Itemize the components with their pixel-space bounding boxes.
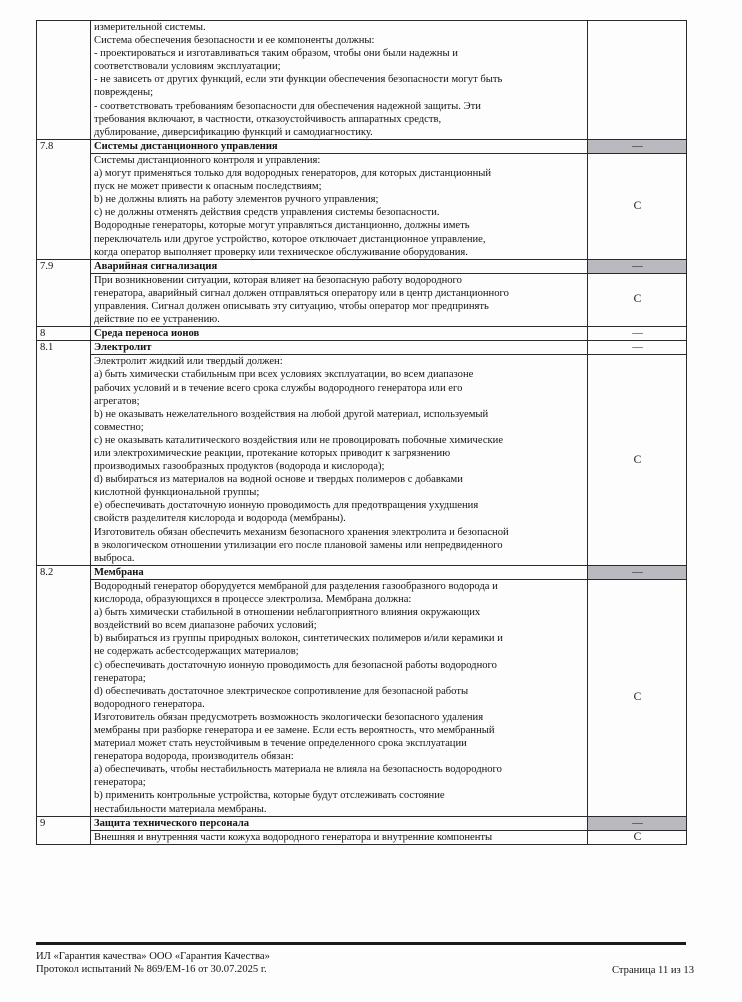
requirements-table bbox=[36, 20, 687, 845]
body-line: Системы дистанционного контроля и управления: bbox=[94, 154, 321, 166]
body-line: b) не должны влиять на работу элементов ручного управления; bbox=[94, 194, 379, 206]
body-line: Система обеспечения безопасности и ее компоненты должны: bbox=[94, 35, 375, 47]
body-line: соответствовали условиям эксплуатации; bbox=[94, 61, 281, 73]
result-mark: C bbox=[588, 355, 687, 566]
body-line: Изготовитель обязан обеспечить механизм безопасного хранения электролита и безопасной bbox=[94, 526, 509, 538]
result-mark: C bbox=[588, 579, 687, 816]
result-mark bbox=[588, 21, 687, 140]
body-line: не содержать асбестсодержащих материалов; bbox=[94, 646, 299, 658]
body-line: d) выбираться из материалов на водной основе и твердых полимеров с добавками bbox=[94, 474, 463, 486]
body-line: материал может стать неустойчивым в течение определенного срока эксплуатации bbox=[94, 738, 467, 750]
section-body-row bbox=[37, 830, 687, 844]
section-body bbox=[91, 579, 588, 816]
body-line: требования включают, в частности, отказоустойчивость аппаратных средств, bbox=[94, 113, 442, 125]
body-line: b) применить контрольные устройства, которые будут отслеживать состояние bbox=[94, 790, 445, 802]
body-line: переключатель или другое устройство, которое отключает дистанционное управление, bbox=[94, 233, 486, 245]
section-body-row bbox=[37, 21, 687, 140]
body-line: нестабильности материала мембраны. bbox=[94, 803, 267, 815]
body-line: агрегатов; bbox=[94, 395, 140, 407]
section-body-row bbox=[37, 579, 687, 816]
section-body bbox=[91, 355, 588, 566]
body-line: - не зависеть от других функций, если эти функции обеспечения безопасности могут быть bbox=[94, 74, 503, 86]
section-number bbox=[37, 21, 91, 140]
section-body-row bbox=[37, 153, 687, 259]
section-title: Аварийная сигнализация bbox=[91, 259, 588, 273]
body-line: производимых газообразных продуктов (водорода и кислорода); bbox=[94, 461, 385, 473]
body-line: c) не оказывать каталитического воздействия или не провоцировать побочные химические bbox=[94, 434, 504, 446]
body-line: - проектироваться и изготавливаться таким образом, чтобы они были надежны и bbox=[94, 48, 458, 60]
body-line: или электрохимические реакции, протекание которых приводит к загрязнению bbox=[94, 448, 451, 459]
body-line: d) обеспечивать достаточное электрическое сопротивление для безопасной работы bbox=[94, 685, 469, 697]
body-line: действие по ее устранению. bbox=[94, 314, 220, 326]
section-body-row bbox=[37, 355, 687, 566]
body-line: измерительной системы. bbox=[94, 22, 206, 33]
body-line: Водородные генераторы, которые могут управляться дистанционно, должны иметь bbox=[94, 220, 470, 232]
body-line: Водородный генератор оборудуется мембраной для разделения газообразного водорода и bbox=[94, 580, 498, 592]
result-mark: C bbox=[588, 273, 687, 326]
body-line: генератора; bbox=[94, 672, 146, 684]
body-line: воздействий во всем диапазоне рабочих условий; bbox=[94, 620, 317, 632]
section-title-result: — bbox=[588, 139, 687, 153]
body-line: когда оператор выполняет проверку или техническое обслуживание оборудования. bbox=[94, 246, 468, 258]
footer-divider bbox=[36, 942, 686, 945]
body-line: генератора водорода, производитель обязан: bbox=[94, 751, 294, 763]
section-number: 8.2 bbox=[37, 565, 91, 816]
body-line: a) могут применяться только для водородных генераторов, для которых дистанционный bbox=[94, 168, 492, 180]
body-line: генератора; bbox=[94, 777, 146, 789]
section-title-result: — bbox=[588, 341, 687, 355]
section-title: Среда переноса ионов bbox=[91, 327, 588, 341]
footer-info bbox=[36, 950, 270, 976]
body-line: Электролит жидкий или твердый должен: bbox=[94, 356, 283, 368]
body-line: повреждены; bbox=[94, 87, 154, 99]
section-body bbox=[91, 21, 588, 140]
body-line: c) обеспечивать достаточную ионную проводимость для безопасной работы водородного bbox=[94, 659, 497, 671]
body-line: пуск не может привести к опасным последствиям; bbox=[94, 181, 322, 193]
body-line: в экологическом отношении утилизации его после плановой замены или непредвиденного bbox=[94, 539, 503, 551]
section-body bbox=[91, 153, 588, 259]
body-line: выброса. bbox=[94, 552, 135, 564]
section-title-result: — bbox=[588, 816, 687, 830]
result-mark: C bbox=[588, 153, 687, 259]
body-line: e) обеспечивать достаточную ионную проводимость для предотвращения ухудшения bbox=[94, 500, 479, 512]
body-line: b) не оказывать нежелательного воздействия на любой другой материал, используемый bbox=[94, 408, 489, 420]
section-title: Электролит bbox=[91, 341, 588, 355]
section-heading-row bbox=[37, 327, 687, 341]
footer-protocol: Протокол испытаний № 869/ЕМ-16 от 30.07.2025 г. bbox=[36, 964, 267, 975]
body-line: дублирование, диверсификацию функций и самодиагностику. bbox=[94, 126, 373, 138]
section-title-result: — bbox=[588, 565, 687, 579]
footer-page-number: Страница 11 из 13 bbox=[612, 965, 694, 976]
body-line: водородного генератора. bbox=[94, 698, 205, 710]
body-line: a) обеспечивать, чтобы нестабильность материала не влияла на безопасность водородного bbox=[94, 764, 502, 776]
section-title-result: — bbox=[588, 259, 687, 273]
body-line: b) выбираться из группы природных волокон, синтетических полимеров и/или керамики и bbox=[94, 633, 503, 645]
section-body bbox=[91, 273, 588, 326]
section-heading-row bbox=[37, 139, 687, 153]
body-line: - соответствовать требованиям безопасности для обеспечения надежной защиты. Эти bbox=[94, 100, 481, 112]
body-line: свойств разделителя кислорода и водорода (мембраны). bbox=[94, 513, 346, 525]
section-number: 7.9 bbox=[37, 259, 91, 326]
body-line: Внешняя и внутренняя части кожуха водородного генератора и внутренние компоненты bbox=[94, 831, 493, 843]
body-line: генератора, аварийный сигнал должен отправляться оператору или в центр дистанционного bbox=[94, 287, 509, 299]
body-line: a) быть химически стабильной в отношении неблагоприятного влияния окружающих bbox=[94, 607, 481, 619]
body-line: c) не должны отменять действия средств управления системы безопасности. bbox=[94, 207, 440, 219]
section-title: Защита технического персонала bbox=[91, 816, 588, 830]
footer-lab-name: ИЛ «Гарантия качества» ООО «Гарантия Качества» bbox=[36, 951, 270, 962]
result-mark: C bbox=[588, 830, 687, 844]
section-title: Мембрана bbox=[91, 565, 588, 579]
section-number: 7.8 bbox=[37, 139, 91, 259]
body-line: кислорода, образующихся в процессе электролиза. Мембрана должна: bbox=[94, 594, 412, 606]
section-heading-row bbox=[37, 816, 687, 830]
body-line: При возникновении ситуации, которая влияет на безопасную работу водородного bbox=[94, 274, 462, 286]
body-line: a) быть химически стабильным при всех условиях эксплуатации, во всем диапазоне bbox=[94, 369, 474, 381]
section-number: 8 bbox=[37, 327, 91, 341]
section-body-row bbox=[37, 273, 687, 326]
section-title: Системы дистанционного управления bbox=[91, 139, 588, 153]
section-number: 9 bbox=[37, 816, 91, 844]
body-line: мембраны при разборке генератора и ее замене. Если есть вероятность, что мембранный bbox=[94, 724, 495, 736]
section-heading-row bbox=[37, 565, 687, 579]
body-line: Изготовитель обязан предусмотреть возможность экологически безопасного удаления bbox=[94, 711, 484, 723]
section-number: 8.1 bbox=[37, 341, 91, 566]
body-line: управления. Сигнал должен описывать эту ситуацию, чтобы оператор мог предпринять bbox=[94, 300, 489, 312]
section-title-result: — bbox=[588, 327, 687, 341]
body-line: рабочих условий и в течение всего срока службы водородного генератора или его bbox=[94, 382, 463, 394]
section-heading-row bbox=[37, 259, 687, 273]
body-line: кислотной функциональной группы; bbox=[94, 487, 260, 499]
section-body bbox=[91, 830, 588, 844]
section-heading-row bbox=[37, 341, 687, 355]
body-line: совместно; bbox=[94, 421, 144, 433]
